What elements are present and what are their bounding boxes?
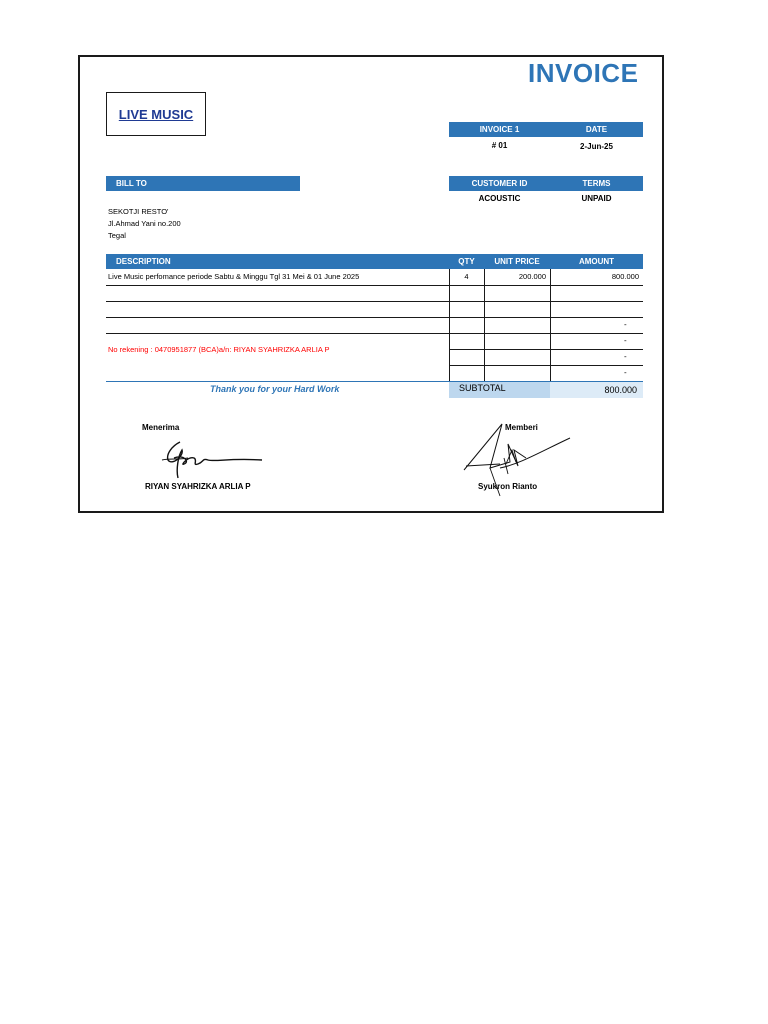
invoice-number-header: INVOICE 1 (449, 122, 550, 137)
empty-amount: - (624, 368, 627, 377)
item-amount: 800.000 (611, 272, 639, 281)
table-row-divider (449, 365, 643, 366)
table-row-divider (106, 301, 643, 302)
bill-to-city: Tegal (108, 231, 126, 240)
subtotal-value: 800.000 (550, 382, 643, 398)
table-row-divider (106, 333, 643, 334)
table-column-divider (484, 269, 485, 381)
bill-to-name: SEKOTJI RESTO' (108, 207, 169, 216)
company-logo-box (106, 92, 206, 136)
date-header: DATE (550, 122, 643, 137)
item-description: Live Music perfomance periode Sabtu & Minggu Tgl 31 Mei & 01 June 2025 (108, 272, 360, 281)
subtotal-label: SUBTOTAL (449, 382, 550, 398)
company-name: LIVE MUSIC (118, 106, 194, 122)
thanks-note: Thank you for your Hard Work (210, 384, 340, 394)
giver-role: Memberi (505, 423, 538, 432)
empty-amount: - (624, 320, 627, 329)
giver-name: Syukron Rianto (478, 482, 538, 491)
table-column-divider (449, 269, 450, 381)
table-row-divider (449, 349, 643, 350)
receiver-name: RIYAN SYAHRIZKA ARLIA P (145, 482, 251, 491)
bill-to-header: BILL TO (106, 176, 300, 191)
description-header: DESCRIPTION (106, 254, 449, 269)
receiver-role: Menerima (142, 423, 180, 432)
invoice-number: # 01 (491, 141, 508, 150)
customer-id: ACOUSTIC (478, 194, 521, 203)
unit-price-header: UNIT PRICE (484, 254, 550, 269)
item-qty: 4 (464, 272, 469, 281)
invoice-date: 2-Jun-25 (580, 142, 613, 151)
invoice-title: INVOICE (528, 58, 639, 88)
terms-header: TERMS (550, 176, 643, 191)
terms-value: UNPAID (581, 194, 612, 203)
bill-to-street: Jl.Ahmad Yani no.200 (108, 219, 181, 228)
customer-id-header: CUSTOMER ID (449, 176, 550, 191)
empty-amount: - (624, 352, 627, 361)
amount-header: AMOUNT (550, 254, 643, 269)
bank-account-note: No rekening : 0470951877 (BCA)a/n: RIYAN SYAHRIZKA ARLIA P (108, 345, 330, 354)
table-column-divider (550, 269, 551, 381)
table-row-divider (106, 317, 643, 318)
empty-amount: - (624, 336, 627, 345)
qty-header: QTY (449, 254, 484, 269)
table-row-divider (106, 285, 643, 286)
item-unit-price: 200.000 (518, 272, 546, 281)
receiver-signature-image (158, 436, 264, 480)
